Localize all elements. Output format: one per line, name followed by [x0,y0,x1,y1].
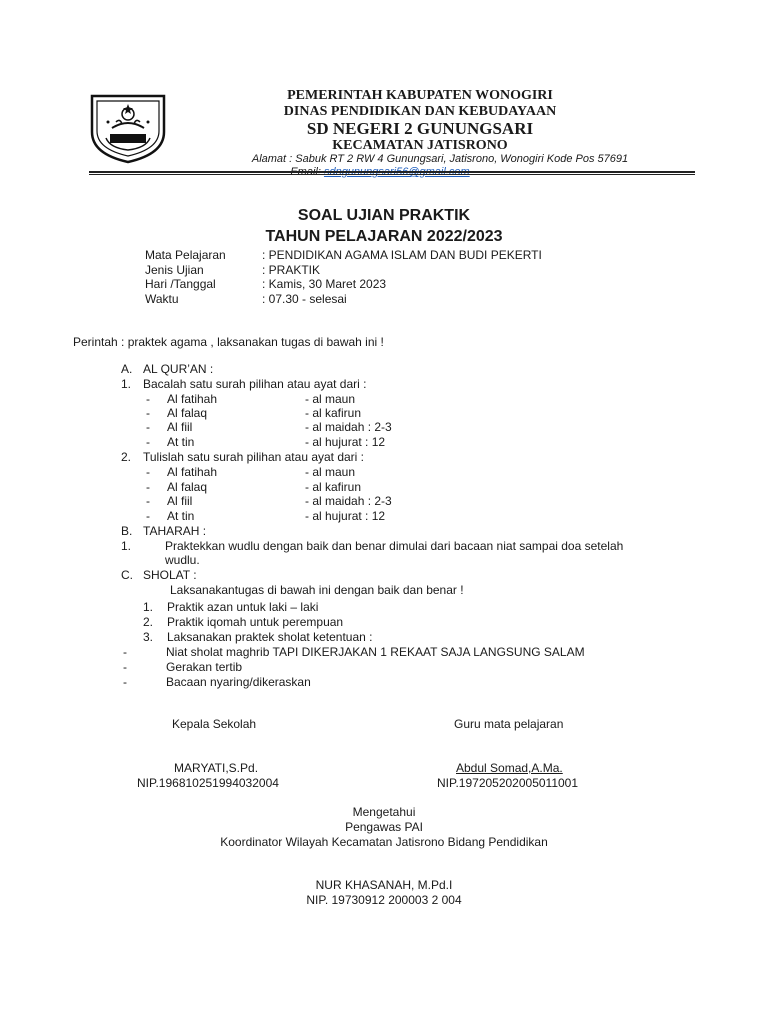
item-number: 1. [143,600,154,614]
school-address: Alamat : Sabuk RT 2 RW 4 Gunungsari, Jatisrono, Wonogiri Kode Pos 57691 [251,153,629,165]
item-text: Praktekkan wudlu dengan baik dan benar dimulai dari bacaan niat sampai doa setelah [165,539,624,553]
surah-option: - al maidah : 2-3 [305,494,392,508]
surah-option: Al fatihah [167,392,218,406]
info-label: Hari /Tanggal [145,277,216,291]
surah-option: Al fiil [167,420,193,434]
email-label: Email: [290,166,321,178]
info-label: Waktu [145,292,179,306]
principal-nip: NIP.196810251994032004 [137,776,279,790]
dash: - [146,509,150,523]
item-text: Bacalah satu surah pilihan atau ayat dari : [143,377,367,391]
item-number: 2. [143,615,154,629]
dash: - [146,494,150,508]
surah-option: - al maun [305,392,356,406]
sholat-subitem: Niat sholat maghrib TAPI DIKERJAKAN 1 REKAAT SAJA LANGSUNG SALAM [166,645,585,659]
surah-option: Al fatihah [167,465,218,479]
district-heading: KECAMATAN JATISRONO [332,138,508,153]
coordinator-role: Koordinator Wilayah Kecamatan Jatisrono Bidang Pendidikan [220,835,548,849]
dash: - [123,645,127,659]
section-c-marker: C. [121,568,133,582]
sholat-subitem: Gerakan tertib [166,660,243,674]
surah-option: - al maun [305,465,356,479]
item-number: 3. [143,630,154,644]
section-c-intro: Laksanakantugas di bawah ini dengan baik dan benar ! [170,583,464,597]
dash: - [123,660,127,674]
surah-option: Al falaq [167,480,208,494]
govt-heading: PEMERINTAH KABUPATEN WONOGIRI [287,88,553,103]
info-label: Mata Pelajaran [145,248,226,262]
teacher-nip: NIP.197205202005011001 [437,776,579,790]
item-text: Praktik azan untuk laki – laki [167,600,319,614]
info-value: : PENDIDIKAN AGAMA ISLAM DAN BUDI PEKERTI [262,248,542,262]
school-name: SD NEGERI 2 GUNUNGSARI [306,119,534,138]
sholat-subitem: Bacaan nyaring/dikeraskan [166,675,311,689]
dash: - [146,406,150,420]
info-value: : 07.30 - selesai [262,292,347,306]
item-number: 1. [121,377,132,391]
section-b-marker: B. [121,524,133,538]
item-text: Praktik iqomah untuk perempuan [167,615,344,629]
item-text-continued: wudlu. [165,553,200,567]
dept-heading: DINAS PENDIDIKAN DAN KEBUDAYAAN [283,104,557,119]
item-text: Tulislah satu surah pilihan atau ayat dari : [143,450,365,464]
surah-option: Al fiil [167,494,193,508]
dash: - [146,465,150,479]
item-number: 2. [121,450,132,464]
section-b-heading: TAHARAH : [143,524,207,538]
info-value: : PRAKTIK [262,263,321,277]
school-emblem-logo [88,92,168,164]
instruction: Perintah : praktek agama , laksanakan tugas di bawah ini ! [73,335,384,349]
item-text: Laksanakan praktek sholat ketentuan : [167,630,373,644]
dash: - [123,675,127,689]
teacher-role: Guru mata pelajaran [454,717,564,731]
supervisor-nip: NIP. 19730912 200003 2 004 [306,893,462,907]
surah-option: At tin [167,435,195,449]
surah-option: Al falaq [167,406,208,420]
surah-option: - al hujurat : 12 [305,435,386,449]
section-a-heading: AL QUR’AN : [143,362,214,376]
supervisor-role: Pengawas PAI [345,820,423,834]
section-c-heading: SHOLAT : [143,568,197,582]
info-value: : Kamis, 30 Maret 2023 [262,277,387,291]
principal-role: Kepala Sekolah [172,717,257,731]
letterhead-rule-thin [89,174,695,175]
item-number: 1. [121,539,132,553]
section-a-marker: A. [121,362,133,376]
exam-title: SOAL UJIAN PRAKTIK [297,207,471,224]
dash: - [146,435,150,449]
teacher-name: Abdul Somad,A.Ma. [456,761,563,775]
exam-year: TAHUN PELAJARAN 2022/2023 [265,228,503,245]
email-link[interactable]: sdngunungsari56@gmail.com [323,166,470,178]
surah-option: - al kafirun [305,406,362,420]
dash: - [146,420,150,434]
dash: - [146,480,150,494]
surah-option: At tin [167,509,195,523]
surah-option: - al kafirun [305,480,362,494]
surah-option: - al hujurat : 12 [305,509,386,523]
principal-name: MARYATI,S.Pd. [174,761,259,775]
info-label: Jenis Ujian [145,263,204,277]
supervisor-name: NUR KHASANAH, M.Pd.I [315,878,453,892]
surah-option: - al maidah : 2-3 [305,420,392,434]
mengetahui-label: Mengetahui [352,805,416,819]
letterhead-rule [89,171,695,173]
dash: - [146,392,150,406]
